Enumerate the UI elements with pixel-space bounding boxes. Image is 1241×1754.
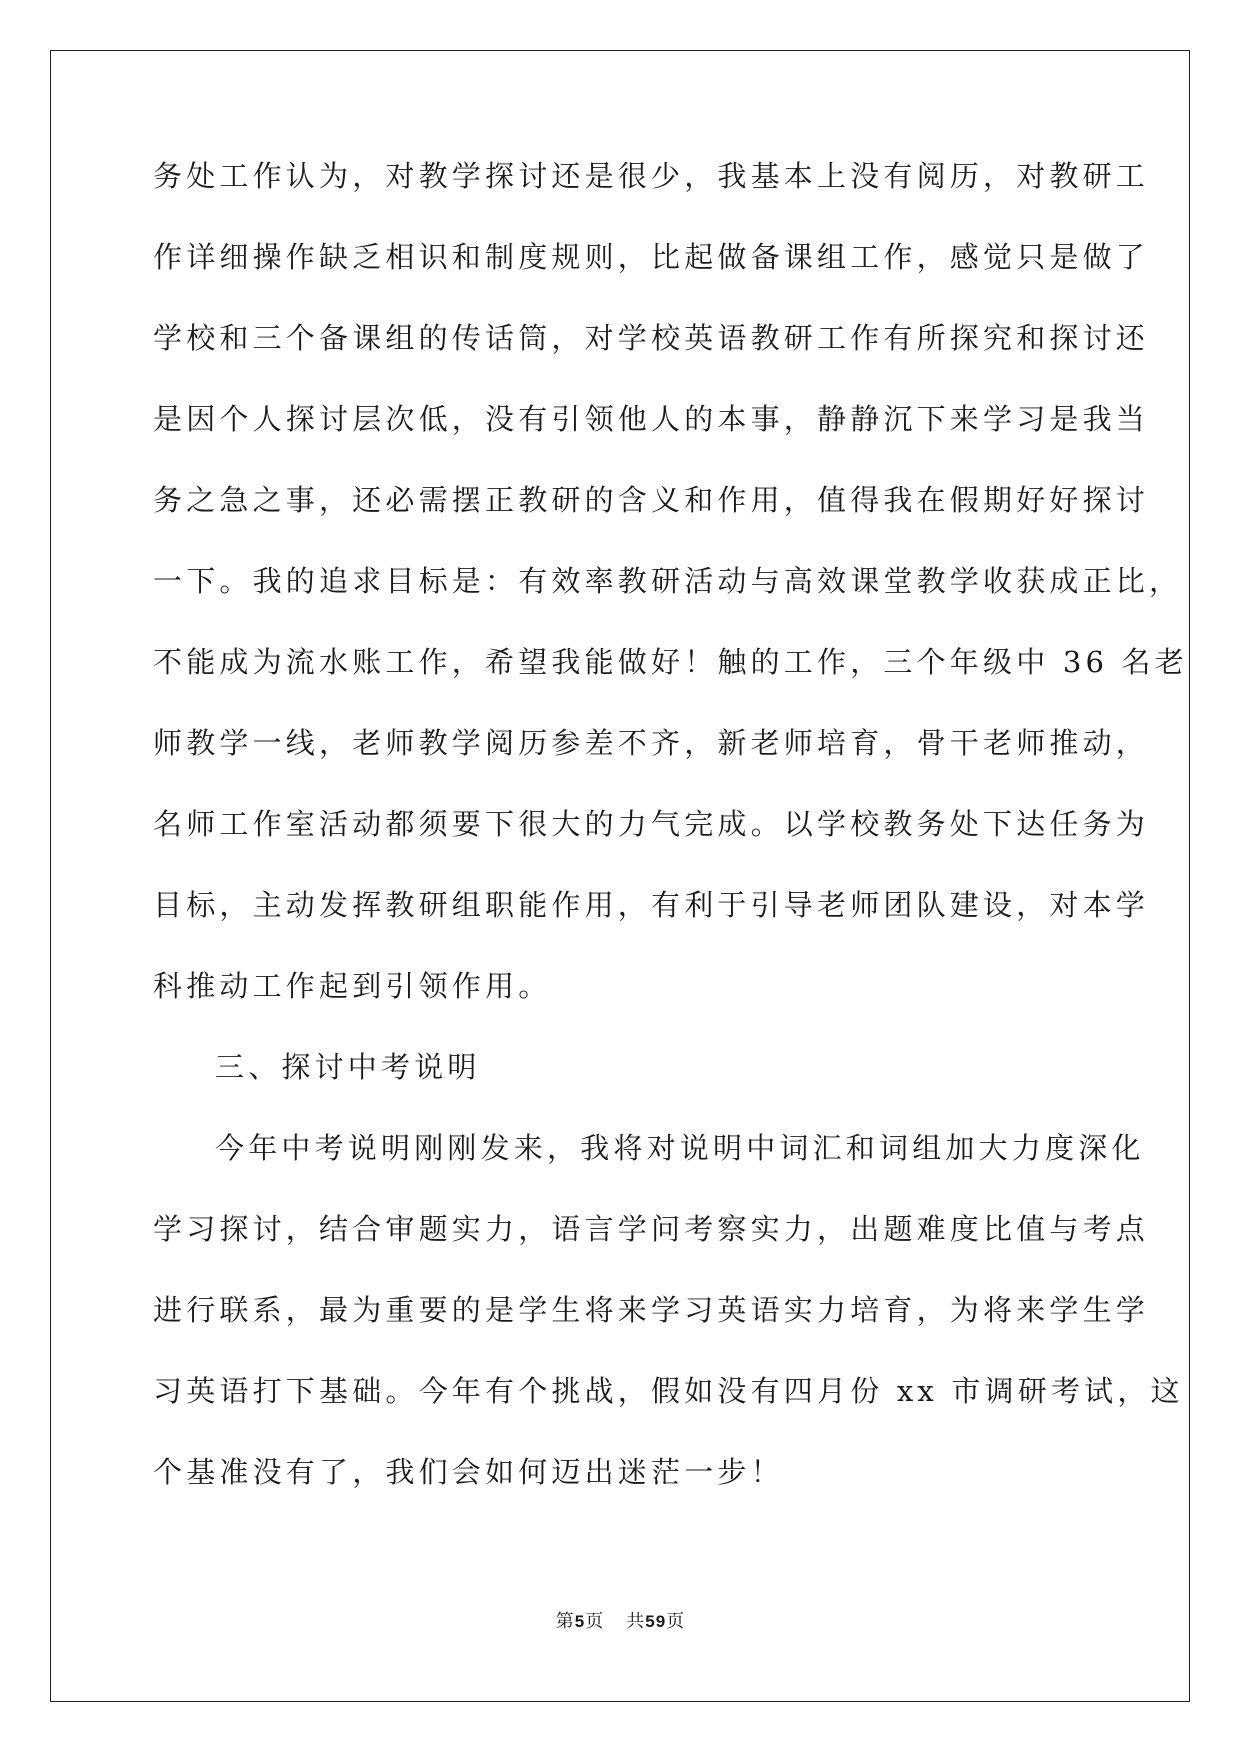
- page-number: 5: [574, 1612, 586, 1631]
- paragraph-line: 师教学一线，老师教学阅历参差不齐，新老师培育，骨干老师推动，: [153, 726, 1150, 760]
- total-prefix: 共: [626, 1611, 646, 1632]
- paragraph-line: 名师工作室活动都须要下很大的力气完成。以学校教务处下达任务为: [153, 807, 1150, 841]
- paragraph-line: 作详细操作缺乏相识和制度规则，比起做备课组工作，感觉只是做了: [153, 240, 1150, 274]
- paragraph-line: 务处工作认为，对教学探讨还是很少，我基本上没有阅历，对教研工: [153, 159, 1150, 193]
- section-heading: 三、探讨中考说明: [215, 1050, 481, 1084]
- paragraph-line: 个基准没有了，我们会如何迈出迷茫一步！: [153, 1455, 784, 1489]
- total-pages: 59: [645, 1612, 667, 1631]
- paragraph-line: 进行联系，最为重要的是学生将来学习英语实力培育，为将来学生学: [153, 1293, 1150, 1327]
- page-prefix: 第: [555, 1611, 575, 1632]
- document-body: [153, 158, 1188, 1535]
- paragraph-line: 一下。我的追求目标是：有效率教研活动与高效课堂教学收获成正比，: [153, 564, 1183, 598]
- paragraph-line: 目标，主动发挥教研组职能作用，有利于引导老师团队建设，对本学: [153, 888, 1150, 922]
- paragraph-line: 今年中考说明刚刚发来，我将对说明中词汇和词组加大力度深化: [215, 1131, 1145, 1165]
- paragraph-line: 务之急之事，还必需摆正教研的含义和作用，值得我在假期好好探讨: [153, 483, 1150, 517]
- paragraph-line: 习英语打下基础。今年有个挑战，假如没有四月份 xx 市调研考试，这: [153, 1374, 1184, 1408]
- paragraph-line: 学校和三个备课组的传话筒，对学校英语教研工作有所探究和探讨还: [153, 321, 1150, 355]
- paragraph-line: 不能成为流水账工作，希望我能做好！触的工作，三个年级中 36 名老: [153, 645, 1188, 679]
- paragraph-line: 是因个人探讨层次低，没有引领他人的本事，静静沉下来学习是我当: [153, 402, 1150, 436]
- page-suffix: 页: [585, 1611, 605, 1632]
- total-suffix: 页: [666, 1611, 686, 1632]
- paragraph-line: 科推动工作起到引领作用。: [153, 969, 552, 1003]
- page-footer: [0, 1611, 1241, 1633]
- paragraph-line: 学习探讨，结合审题实力，语言学问考察实力，出题难度比值与考点: [153, 1212, 1150, 1246]
